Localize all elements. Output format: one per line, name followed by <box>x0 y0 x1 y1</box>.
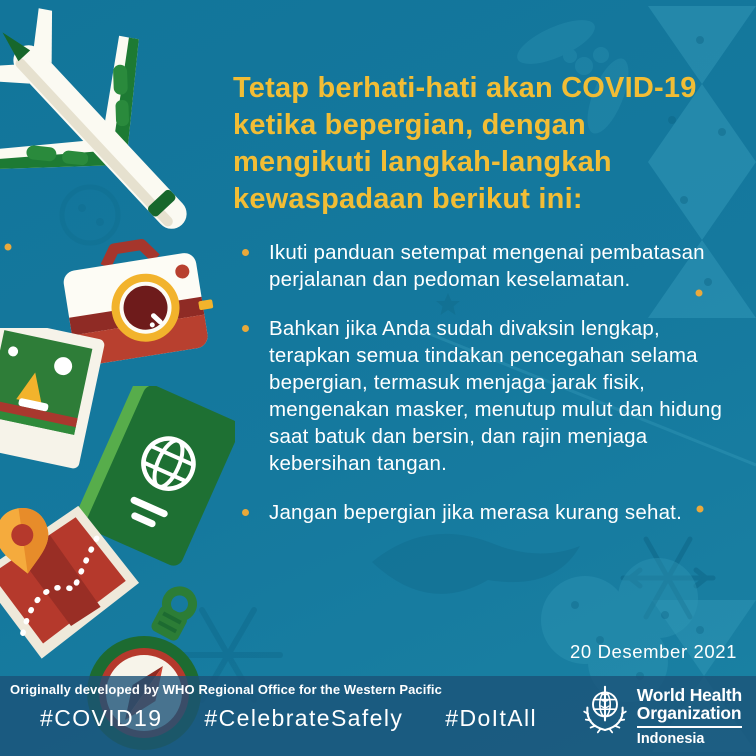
who-emblem-icon <box>581 683 629 745</box>
heading-line: Tetap berhati-hati akan COVID-19 <box>233 72 697 104</box>
who-text <box>637 683 742 747</box>
credit-line: Originally developed by WHO Regional Office for the Western Pacific <box>10 682 442 697</box>
bullet-item <box>233 239 740 293</box>
bullet-text: Jangan bepergian jika merasa kurang sehat. <box>269 501 682 524</box>
page-title <box>233 70 740 218</box>
bullet-dot-icon <box>242 249 249 256</box>
bullet-text: Bahkan jika Anda sudah divaksin lengkap, terapkan semua tindakan pencegahan selama bepergian, termasuk menjaga jarak fisik, mengenakan masker, menutup mulut dan hidung saat batuk dan bersin, dan rajin menjaga kebersihan tangan. <box>269 317 723 475</box>
heading-line: kewaspadaan berikut ini: <box>233 183 583 215</box>
who-logo <box>581 683 742 747</box>
hashtag-doitall: #DoItAll <box>445 705 537 731</box>
bullet-item <box>233 315 740 477</box>
main-content <box>233 70 740 548</box>
who-country-label: Indonesia <box>636 731 705 747</box>
who-name-line: Organization <box>636 703 742 723</box>
who-divider <box>637 726 742 728</box>
hashtag-celebratesafely: #CelebrateSafely <box>204 705 404 731</box>
heading-line: mengikuti langkah-langkah <box>233 146 612 178</box>
footer-bar <box>0 676 756 756</box>
hashtag-row <box>40 705 537 732</box>
bullet-text: Ikuti panduan setempat mengenai pembatasan perjalanan dan pedoman keselamatan. <box>269 241 705 291</box>
who-name-line: World Health <box>636 685 742 705</box>
bullet-item <box>233 499 740 526</box>
date-label: 20 Desember 2021 <box>570 641 737 662</box>
hashtag-covid19: #COVID19 <box>40 705 163 731</box>
bullet-dot-icon <box>242 325 249 332</box>
heading-line: ketika bepergian, dengan <box>233 109 586 141</box>
bullet-dot-icon <box>242 509 249 516</box>
bullet-list <box>233 239 740 526</box>
